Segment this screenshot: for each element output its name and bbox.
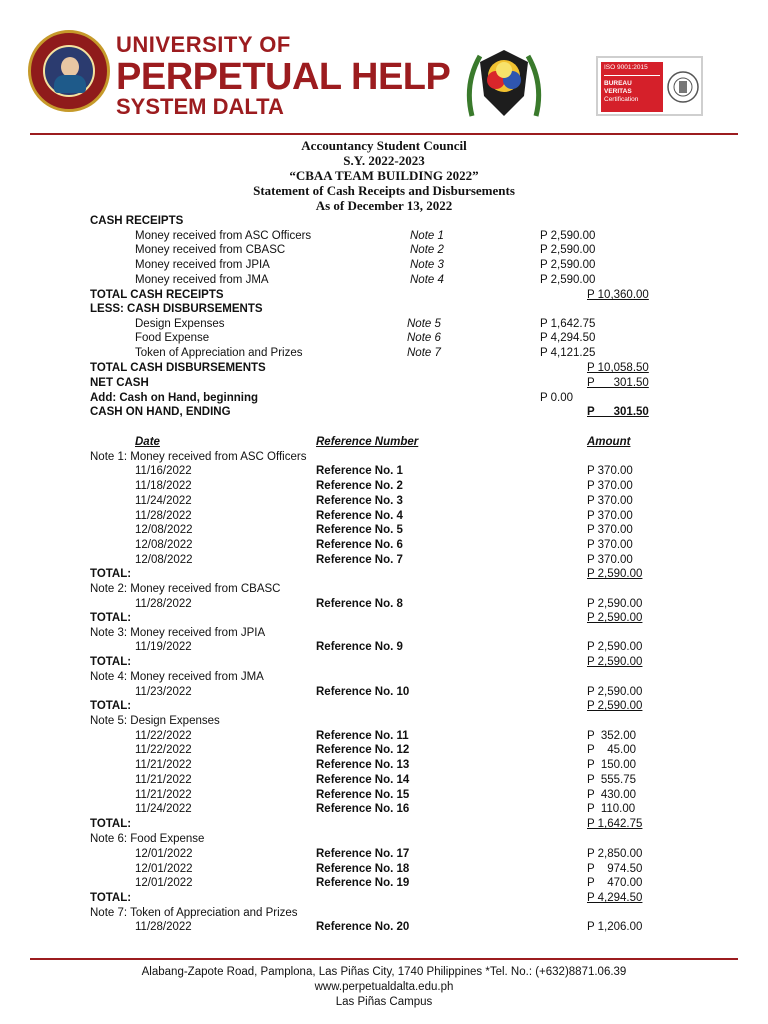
less-disbursements-heading: LESS: CASH DISBURSEMENTS bbox=[90, 303, 263, 315]
note-row-date: 11/24/2022 bbox=[135, 803, 192, 815]
title-date: As of December 13, 2022 bbox=[315, 198, 453, 213]
letterhead bbox=[0, 0, 768, 140]
note-row-amount: P 45.00 bbox=[587, 744, 637, 756]
note-row-amount: P 2,590.00 bbox=[587, 598, 643, 610]
note-row-date: 11/21/2022 bbox=[135, 789, 192, 801]
note-row-ref: Reference No. 3 bbox=[316, 495, 403, 507]
note-title: Note 6: Food Expense bbox=[90, 833, 205, 845]
note-row-date: 11/24/2022 bbox=[135, 495, 192, 507]
iso-standard: ISO 9001:2015 bbox=[604, 64, 648, 71]
bureau-veritas-icon bbox=[666, 62, 700, 112]
note-total-amount: P 4,294.50 bbox=[587, 892, 643, 904]
note-row-date: 11/23/2022 bbox=[135, 686, 192, 698]
receipt-note: Note 3 bbox=[410, 259, 444, 271]
note-row-date: 11/21/2022 bbox=[135, 759, 192, 771]
note-row-date: 12/01/2022 bbox=[135, 863, 193, 875]
note-row-amount: P 2,590.00 bbox=[587, 686, 643, 698]
note-row-ref: Reference No. 9 bbox=[316, 641, 403, 653]
note-title: Note 2: Money received from CBASC bbox=[90, 583, 281, 595]
disbursement-amount: P 1,642.75 bbox=[540, 318, 596, 330]
disbursement-label: Design Expenses bbox=[135, 318, 225, 330]
iso-certification-badge bbox=[596, 56, 703, 116]
note-row-date: 12/08/2022 bbox=[135, 539, 193, 551]
note-row-date: 11/21/2022 bbox=[135, 774, 192, 786]
note-row-ref: Reference No. 2 bbox=[316, 480, 403, 492]
note-row-amount: P 974.50 bbox=[587, 863, 643, 875]
receipt-note: Note 2 bbox=[410, 244, 444, 256]
university-line3: SYSTEM DALTA bbox=[116, 94, 284, 119]
note-row-ref: Reference No. 4 bbox=[316, 510, 403, 522]
header-divider bbox=[30, 133, 738, 135]
note-row-amount: P 150.00 bbox=[587, 759, 637, 771]
note-row-date: 11/18/2022 bbox=[135, 480, 192, 492]
note-row-date: 12/08/2022 bbox=[135, 554, 193, 566]
note-row-date: 11/19/2022 bbox=[135, 641, 192, 653]
receipt-label: Money received from JPIA bbox=[135, 259, 270, 271]
note-title: Note 7: Token of Appreciation and Prizes bbox=[90, 907, 298, 919]
receipt-label: Money received from JMA bbox=[135, 274, 269, 286]
note-row-ref: Reference No. 7 bbox=[316, 554, 403, 566]
note-row-date: 11/22/2022 bbox=[135, 730, 192, 742]
receipt-note: Note 1 bbox=[410, 230, 444, 242]
cash-ending-amount: P 301.50 bbox=[587, 406, 649, 418]
total-disbursements-amount: P 10,058.50 bbox=[587, 362, 649, 374]
disbursement-amount: P 4,121.25 bbox=[540, 347, 596, 359]
note-row-ref: Reference No. 10 bbox=[316, 686, 410, 698]
note-row-date: 12/01/2022 bbox=[135, 877, 193, 889]
receipt-label: Money received from CBASC bbox=[135, 244, 286, 256]
note-total-label: TOTAL: bbox=[90, 612, 132, 624]
note-row-ref: Reference No. 13 bbox=[316, 759, 410, 771]
note-row-date: 11/16/2022 bbox=[135, 465, 192, 477]
note-row-amount: P 370.00 bbox=[587, 465, 633, 477]
column-header-date: Date bbox=[135, 436, 160, 448]
disbursement-amount: P 4,294.50 bbox=[540, 332, 596, 344]
note-row-amount: P 352.00 bbox=[587, 730, 637, 742]
document-title-block bbox=[0, 138, 768, 213]
title-school-year: S.Y. 2022-2023 bbox=[343, 153, 425, 168]
note-row-ref: Reference No. 1 bbox=[316, 465, 403, 477]
note-row-ref: Reference No. 8 bbox=[316, 598, 403, 610]
disbursement-note: Note 5 bbox=[407, 318, 441, 330]
column-header-reference: Reference Number bbox=[316, 436, 419, 448]
note-row-ref: Reference No. 6 bbox=[316, 539, 403, 551]
cash-beginning-label: Add: Cash on Hand, beginning bbox=[90, 392, 259, 404]
receipt-label: Money received from ASC Officers bbox=[135, 230, 312, 242]
receipt-note: Note 4 bbox=[410, 274, 444, 286]
note-row-amount: P 370.00 bbox=[587, 510, 633, 522]
note-row-amount: P 470.00 bbox=[587, 877, 643, 889]
note-row-ref: Reference No. 16 bbox=[316, 803, 410, 815]
note-row-amount: P 2,590.00 bbox=[587, 641, 643, 653]
note-total-amount: P 1,642.75 bbox=[587, 818, 643, 830]
note-row-ref: Reference No. 20 bbox=[316, 921, 410, 933]
note-row-date: 12/08/2022 bbox=[135, 524, 193, 536]
note-row-date: 11/28/2022 bbox=[135, 510, 192, 522]
note-row-amount: P 370.00 bbox=[587, 480, 633, 492]
note-row-ref: Reference No. 14 bbox=[316, 774, 410, 786]
note-row-amount: P 370.00 bbox=[587, 495, 633, 507]
note-row-amount: P 1,206.00 bbox=[587, 921, 643, 933]
university-seal-logo bbox=[28, 30, 110, 112]
note-title: Note 1: Money received from ASC Officers bbox=[90, 451, 307, 463]
receipt-amount: P 2,590.00 bbox=[540, 274, 596, 286]
disbursement-label: Food Expense bbox=[135, 332, 210, 344]
note-row-date: 11/28/2022 bbox=[135, 598, 192, 610]
receipt-amount: P 2,590.00 bbox=[540, 230, 596, 242]
total-disbursements-label: TOTAL CASH DISBURSEMENTS bbox=[90, 362, 266, 374]
footer-campus: Las Piñas Campus bbox=[335, 996, 433, 1008]
note-title: Note 3: Money received from JPIA bbox=[90, 627, 266, 639]
note-row-date: 12/01/2022 bbox=[135, 848, 193, 860]
note-row-amount: P 555.75 bbox=[587, 774, 637, 786]
cash-beginning-amount: P 0.00 bbox=[540, 392, 574, 404]
note-row-ref: Reference No. 11 bbox=[316, 730, 409, 742]
university-line1: UNIVERSITY OF bbox=[116, 32, 291, 57]
note-row-ref: Reference No. 12 bbox=[316, 744, 410, 756]
receipt-amount: P 2,590.00 bbox=[540, 259, 596, 271]
note-row-amount: P 430.00 bbox=[587, 789, 637, 801]
student-council-logo bbox=[462, 46, 546, 122]
note-row-ref: Reference No. 19 bbox=[316, 877, 410, 889]
total-receipts-amount: P 10,360.00 bbox=[587, 289, 649, 301]
footer-divider bbox=[30, 958, 738, 960]
note-row-amount: P 2,850.00 bbox=[587, 848, 643, 860]
note-row-amount: P 370.00 bbox=[587, 554, 633, 566]
note-row-ref: Reference No. 15 bbox=[316, 789, 410, 801]
note-row-amount: P 370.00 bbox=[587, 539, 633, 551]
note-row-amount: P 370.00 bbox=[587, 524, 633, 536]
disbursement-label: Token of Appreciation and Prizes bbox=[135, 347, 303, 359]
note-total-label: TOTAL: bbox=[90, 818, 132, 830]
note-total-label: TOTAL: bbox=[90, 700, 132, 712]
note-row-ref: Reference No. 18 bbox=[316, 863, 410, 875]
note-total-label: TOTAL: bbox=[90, 892, 132, 904]
receipt-amount: P 2,590.00 bbox=[540, 244, 596, 256]
title-event: “CBAA TEAM BUILDING 2022” bbox=[289, 168, 479, 183]
total-receipts-label: TOTAL CASH RECEIPTS bbox=[90, 289, 224, 301]
disbursement-note: Note 6 bbox=[407, 332, 441, 344]
footer bbox=[0, 965, 768, 1010]
net-cash-label: NET CASH bbox=[90, 377, 149, 389]
note-row-date: 11/22/2022 bbox=[135, 744, 192, 756]
iso-certifier: BUREAU VERITAS bbox=[604, 80, 632, 96]
note-total-label: TOTAL: bbox=[90, 656, 132, 668]
note-row-date: 11/28/2022 bbox=[135, 921, 192, 933]
note-total-label: TOTAL: bbox=[90, 568, 132, 580]
net-cash-amount: P 301.50 bbox=[587, 377, 649, 389]
title-council: Accountancy Student Council bbox=[301, 138, 467, 153]
university-name bbox=[116, 34, 450, 118]
cash-ending-label: CASH ON HAND, ENDING bbox=[90, 406, 231, 418]
note-total-amount: P 2,590.00 bbox=[587, 700, 643, 712]
note-row-amount: P 110.00 bbox=[587, 803, 636, 815]
disbursement-note: Note 7 bbox=[407, 347, 441, 359]
note-total-amount: P 2,590.00 bbox=[587, 656, 643, 668]
column-header-amount: Amount bbox=[587, 436, 631, 448]
university-line2: PERPETUAL HELP bbox=[116, 56, 451, 98]
note-title: Note 5: Design Expenses bbox=[90, 715, 220, 727]
note-row-ref: Reference No. 5 bbox=[316, 524, 403, 536]
footer-address: Alabang-Zapote Road, Pamplona, Las Piñas City, 1740 Philippines *Tel. No.: (+632)8871.06.39 bbox=[141, 966, 627, 978]
note-title: Note 4: Money received from JMA bbox=[90, 671, 264, 683]
note-row-ref: Reference No. 17 bbox=[316, 848, 410, 860]
cash-receipts-heading: CASH RECEIPTS bbox=[90, 215, 184, 227]
title-statement: Statement of Cash Receipts and Disbursements bbox=[253, 183, 515, 198]
footer-website: www.perpetualdalta.edu.ph bbox=[314, 981, 454, 993]
iso-certification: Certification bbox=[604, 96, 639, 104]
note-total-amount: P 2,590.00 bbox=[587, 612, 643, 624]
note-total-amount: P 2,590.00 bbox=[587, 568, 643, 580]
